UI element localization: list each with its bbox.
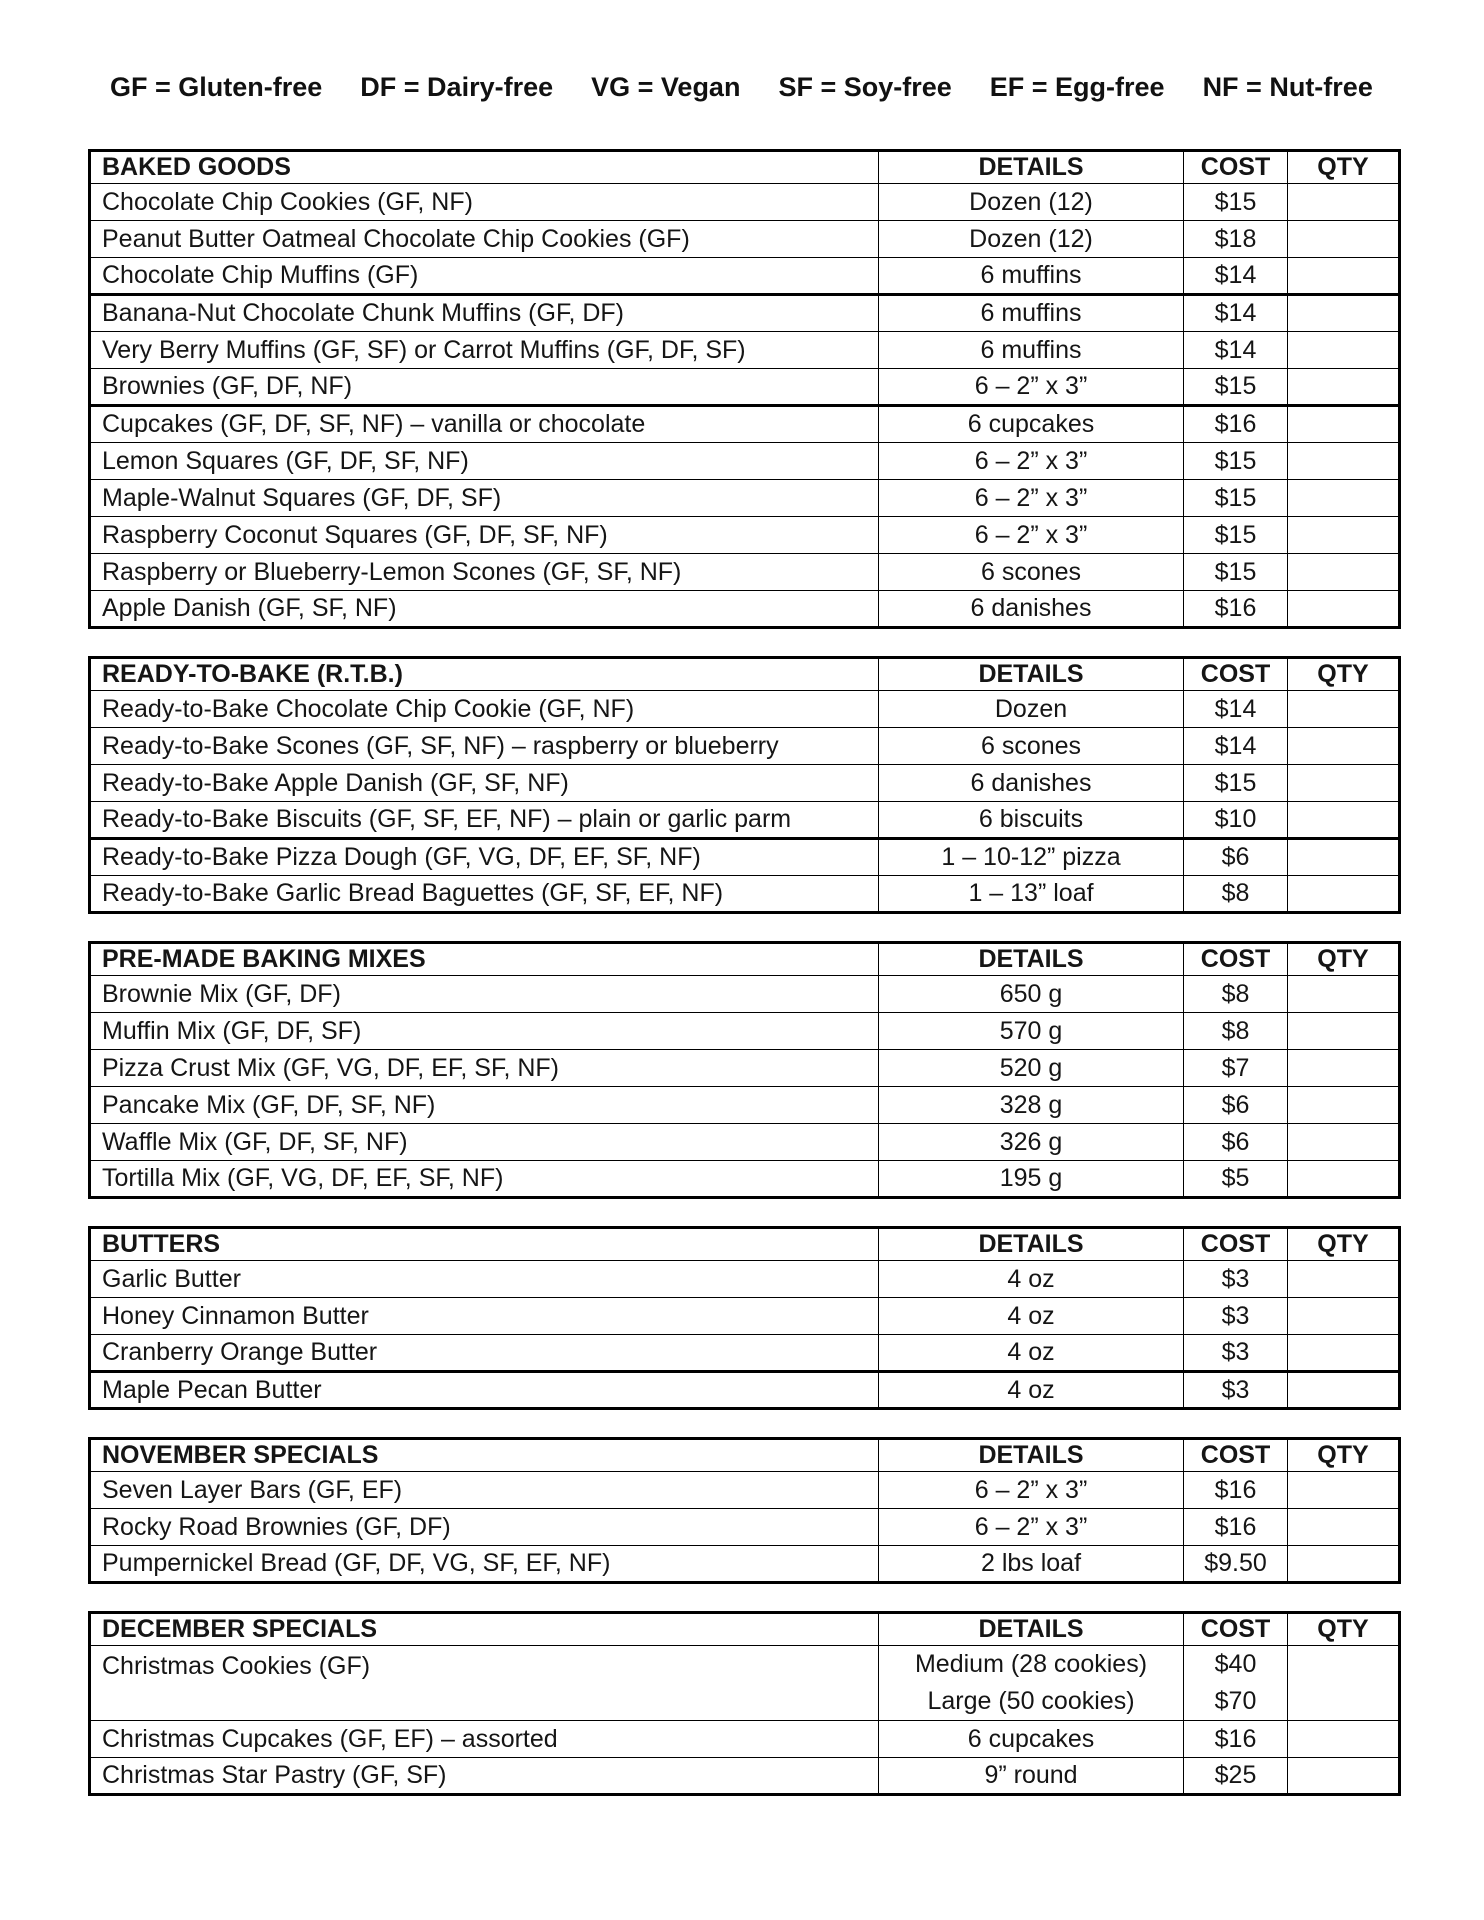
cell-line: Medium (28 cookies): [914, 1650, 1148, 1678]
cost-cell: $6: [1184, 1124, 1288, 1161]
table-header-row: [90, 1228, 1400, 1261]
cost-cell: $7: [1184, 1050, 1288, 1087]
cost-cell: $10: [1184, 802, 1288, 839]
qty-cell: [1288, 480, 1400, 517]
cost-cell: $16: [1184, 1721, 1288, 1758]
menu-table-december-specials: [88, 1611, 1401, 1796]
details-cell: Dozen (12): [879, 184, 1184, 221]
item-name-cell: Christmas Star Pastry (GF, SF): [90, 1758, 879, 1795]
qty-cell: [1288, 1546, 1400, 1583]
cost-cell: $5: [1184, 1161, 1288, 1198]
table-header-row: [90, 658, 1400, 691]
qty-cell: [1288, 1721, 1400, 1758]
qty-cell: [1288, 1013, 1400, 1050]
table-row: [90, 1124, 1400, 1161]
details-column-header: DETAILS: [879, 1439, 1184, 1472]
qty-cell: [1288, 1472, 1400, 1509]
qty-cell: [1288, 1758, 1400, 1795]
cell-line: Large (50 cookies): [927, 1687, 1135, 1715]
section-title: BAKED GOODS: [90, 151, 879, 184]
qty-cell: [1288, 876, 1400, 913]
cost-cell: $9.50: [1184, 1546, 1288, 1583]
cost-column-header: COST: [1184, 1439, 1288, 1472]
cost-cell: $25: [1184, 1758, 1288, 1795]
table-row: [90, 517, 1400, 554]
qty-cell: [1288, 1050, 1400, 1087]
details-cell: 6 – 2” x 3”: [879, 443, 1184, 480]
item-name-cell: Raspberry or Blueberry-Lemon Scones (GF, SF, NF): [90, 554, 879, 591]
qty-column-header: QTY: [1288, 1613, 1400, 1646]
order-form-tables: [0, 149, 1484, 1796]
section-title: BUTTERS: [90, 1228, 879, 1261]
table-row: [90, 728, 1400, 765]
qty-cell: [1288, 976, 1400, 1013]
details-cell: 6 – 2” x 3”: [879, 1509, 1184, 1546]
item-name-cell: Seven Layer Bars (GF, EF): [90, 1472, 879, 1509]
qty-cell: [1288, 1372, 1400, 1409]
table-header-row: [90, 1613, 1400, 1646]
item-name-cell: Lemon Squares (GF, DF, SF, NF): [90, 443, 879, 480]
table-row: [90, 1758, 1400, 1795]
details-cell: 4 oz: [879, 1298, 1184, 1335]
item-name-cell: Tortilla Mix (GF, VG, DF, EF, SF, NF): [90, 1161, 879, 1198]
cost-cell: $16: [1184, 406, 1288, 443]
table-row: [90, 1509, 1400, 1546]
table-row: [90, 1335, 1400, 1372]
cost-cell: $16: [1184, 1472, 1288, 1509]
menu-table-baking-mixes: [88, 941, 1401, 1199]
item-name-cell: Cupcakes (GF, DF, SF, NF) – vanilla or chocolate: [90, 406, 879, 443]
qty-cell: [1288, 517, 1400, 554]
details-cell: 326 g: [879, 1124, 1184, 1161]
cost-cell: $3: [1184, 1372, 1288, 1409]
cost-column-header: COST: [1184, 658, 1288, 691]
table-row: [90, 1013, 1400, 1050]
item-name-cell: Garlic Butter: [90, 1261, 879, 1298]
details-cell: 650 g: [879, 976, 1184, 1013]
cost-cell: $6: [1184, 839, 1288, 876]
item-name-cell: Ready-to-Bake Scones (GF, SF, NF) – raspberry or blueberry: [90, 728, 879, 765]
item-name-cell: Apple Danish (GF, SF, NF): [90, 591, 879, 628]
cost-column-header: COST: [1184, 1613, 1288, 1646]
cost-cell: $14: [1184, 295, 1288, 332]
item-name-cell: Ready-to-Bake Biscuits (GF, SF, EF, NF) – plain or garlic parm: [90, 802, 879, 839]
qty-cell: [1288, 1261, 1400, 1298]
qty-column-header: QTY: [1288, 151, 1400, 184]
details-cell: 4 oz: [879, 1261, 1184, 1298]
qty-cell: [1288, 1124, 1400, 1161]
cost-cell: $6: [1184, 1087, 1288, 1124]
details-cell: 4 oz: [879, 1335, 1184, 1372]
qty-cell: [1288, 591, 1400, 628]
details-cell: 6 biscuits: [879, 802, 1184, 839]
details-cell: 570 g: [879, 1013, 1184, 1050]
item-name-cell: Brownie Mix (GF, DF): [90, 976, 879, 1013]
details-cell: 6 – 2” x 3”: [879, 1472, 1184, 1509]
details-column-header: DETAILS: [879, 151, 1184, 184]
table-header-row: [90, 943, 1400, 976]
cost-cell: $15: [1184, 517, 1288, 554]
details-cell: 328 g: [879, 1087, 1184, 1124]
item-name-cell: Ready-to-Bake Garlic Bread Baguettes (GF, SF, EF, NF): [90, 876, 879, 913]
item-name-cell: Christmas Cookies (GF): [90, 1646, 879, 1721]
details-cell: 6 muffins: [879, 258, 1184, 295]
item-name-cell: Peanut Butter Oatmeal Chocolate Chip Cookies (GF): [90, 221, 879, 258]
item-name-cell: Cranberry Orange Butter: [90, 1335, 879, 1372]
menu-table-butters: [88, 1226, 1401, 1410]
cost-cell: $15: [1184, 443, 1288, 480]
details-cell: 2 lbs loaf: [879, 1546, 1184, 1583]
cost-column-header: COST: [1184, 151, 1288, 184]
qty-cell: [1288, 258, 1400, 295]
details-cell: 6 scones: [879, 728, 1184, 765]
item-name-cell: Chocolate Chip Cookies (GF, NF): [90, 184, 879, 221]
section-title: DECEMBER SPECIALS: [90, 1613, 879, 1646]
cost-cell: $18: [1184, 221, 1288, 258]
item-name-cell: Waffle Mix (GF, DF, SF, NF): [90, 1124, 879, 1161]
qty-cell: [1288, 295, 1400, 332]
table-row: [90, 554, 1400, 591]
details-cell: 6 muffins: [879, 332, 1184, 369]
cost-cell: $15: [1184, 369, 1288, 406]
cost-column-header: COST: [1184, 1228, 1288, 1261]
cost-cell: $8: [1184, 876, 1288, 913]
item-name-cell: Pumpernickel Bread (GF, DF, VG, SF, EF, NF): [90, 1546, 879, 1583]
table-row: [90, 802, 1400, 839]
item-name-cell: Muffin Mix (GF, DF, SF): [90, 1013, 879, 1050]
details-cell: 1 – 13” loaf: [879, 876, 1184, 913]
cost-cell: $14: [1184, 728, 1288, 765]
details-column-header: DETAILS: [879, 943, 1184, 976]
table-row: [90, 480, 1400, 517]
table-row: [90, 1646, 1400, 1721]
item-name-cell: Honey Cinnamon Butter: [90, 1298, 879, 1335]
qty-cell: [1288, 554, 1400, 591]
cost-column-header: COST: [1184, 943, 1288, 976]
legend-item: EF = Egg-free: [989, 72, 1165, 102]
table-row: [90, 1298, 1400, 1335]
table-row: [90, 1087, 1400, 1124]
cost-cell: $8: [1184, 976, 1288, 1013]
legend-item: VG = Vegan: [591, 72, 741, 102]
qty-cell: [1288, 728, 1400, 765]
item-name-cell: Ready-to-Bake Chocolate Chip Cookie (GF, NF): [90, 691, 879, 728]
cost-cell: $3: [1184, 1261, 1288, 1298]
qty-cell: [1288, 1335, 1400, 1372]
table-row: [90, 1472, 1400, 1509]
cost-cell: [1184, 1646, 1288, 1721]
qty-cell: [1288, 839, 1400, 876]
table-row: [90, 221, 1400, 258]
table-header-row: [90, 151, 1400, 184]
details-cell: 6 cupcakes: [879, 406, 1184, 443]
details-cell: 520 g: [879, 1050, 1184, 1087]
legend-item: NF = Nut-free: [1202, 72, 1373, 102]
cost-cell: $16: [1184, 1509, 1288, 1546]
item-name-cell: Maple Pecan Butter: [90, 1372, 879, 1409]
table-row: [90, 1721, 1400, 1758]
item-name-cell: Raspberry Coconut Squares (GF, DF, SF, NF): [90, 517, 879, 554]
cell-line: $70: [1214, 1687, 1257, 1715]
item-name-cell: Pizza Crust Mix (GF, VG, DF, EF, SF, NF): [90, 1050, 879, 1087]
details-cell: Dozen: [879, 691, 1184, 728]
qty-cell: [1288, 406, 1400, 443]
qty-cell: [1288, 184, 1400, 221]
details-cell: 4 oz: [879, 1372, 1184, 1409]
cost-cell: $14: [1184, 258, 1288, 295]
cost-cell: $14: [1184, 691, 1288, 728]
qty-cell: [1288, 1509, 1400, 1546]
table-row: [90, 1546, 1400, 1583]
details-cell: 6 – 2” x 3”: [879, 517, 1184, 554]
table-row: [90, 295, 1400, 332]
section-title: NOVEMBER SPECIALS: [90, 1439, 879, 1472]
qty-cell: [1288, 1161, 1400, 1198]
menu-table-ready-to-bake: [88, 656, 1401, 914]
details-cell: 9” round: [879, 1758, 1184, 1795]
table-row: [90, 765, 1400, 802]
details-cell: 6 danishes: [879, 765, 1184, 802]
qty-column-header: QTY: [1288, 1439, 1400, 1472]
table-header-row: [90, 1439, 1400, 1472]
cost-cell: $8: [1184, 1013, 1288, 1050]
table-row: [90, 369, 1400, 406]
table-row: [90, 1261, 1400, 1298]
qty-cell: [1288, 221, 1400, 258]
table-row: [90, 406, 1400, 443]
item-name-cell: Pancake Mix (GF, DF, SF, NF): [90, 1087, 879, 1124]
details-column-header: DETAILS: [879, 1613, 1184, 1646]
table-row: [90, 876, 1400, 913]
qty-column-header: QTY: [1288, 943, 1400, 976]
table-row: [90, 1372, 1400, 1409]
cost-cell: $3: [1184, 1335, 1288, 1372]
qty-cell: [1288, 1087, 1400, 1124]
details-cell: 6 muffins: [879, 295, 1184, 332]
cell-line: $40: [1214, 1650, 1257, 1678]
details-cell: 6 scones: [879, 554, 1184, 591]
details-column-header: DETAILS: [879, 1228, 1184, 1261]
section-title: PRE-MADE BAKING MIXES: [90, 943, 879, 976]
table-row: [90, 839, 1400, 876]
details-column-header: DETAILS: [879, 658, 1184, 691]
item-name-cell: Maple-Walnut Squares (GF, DF, SF): [90, 480, 879, 517]
details-cell: Dozen (12): [879, 221, 1184, 258]
qty-cell: [1288, 369, 1400, 406]
table-row: [90, 184, 1400, 221]
qty-column-header: QTY: [1288, 658, 1400, 691]
cost-cell: $15: [1184, 480, 1288, 517]
table-row: [90, 1050, 1400, 1087]
legend-item: GF = Gluten-free: [110, 72, 323, 102]
item-name-cell: Banana-Nut Chocolate Chunk Muffins (GF, DF): [90, 295, 879, 332]
section-title: READY-TO-BAKE (R.T.B.): [90, 658, 879, 691]
item-name-cell: Chocolate Chip Muffins (GF): [90, 258, 879, 295]
cost-cell: $15: [1184, 765, 1288, 802]
qty-cell: [1288, 691, 1400, 728]
menu-table-baked-goods: [88, 149, 1401, 629]
details-cell: 1 – 10-12” pizza: [879, 839, 1184, 876]
item-name-cell: Christmas Cupcakes (GF, EF) – assorted: [90, 1721, 879, 1758]
details-cell: 6 cupcakes: [879, 1721, 1184, 1758]
qty-cell: [1288, 802, 1400, 839]
cost-cell: $16: [1184, 591, 1288, 628]
legend-item: DF = Dairy-free: [360, 72, 554, 102]
table-row: [90, 332, 1400, 369]
cost-cell: $15: [1184, 554, 1288, 591]
table-row: [90, 691, 1400, 728]
dietary-legend: [110, 72, 1484, 103]
cost-cell: $15: [1184, 184, 1288, 221]
legend-item: SF = Soy-free: [778, 72, 952, 102]
table-row: [90, 443, 1400, 480]
item-name-cell: Very Berry Muffins (GF, SF) or Carrot Muffins (GF, DF, SF): [90, 332, 879, 369]
qty-cell: [1288, 443, 1400, 480]
details-cell: [879, 1646, 1184, 1721]
qty-cell: [1288, 765, 1400, 802]
item-name-cell: Ready-to-Bake Pizza Dough (GF, VG, DF, EF, SF, NF): [90, 839, 879, 876]
item-name-cell: Ready-to-Bake Apple Danish (GF, SF, NF): [90, 765, 879, 802]
qty-cell: [1288, 1298, 1400, 1335]
table-row: [90, 258, 1400, 295]
item-name-cell: Brownies (GF, DF, NF): [90, 369, 879, 406]
cost-cell: $14: [1184, 332, 1288, 369]
table-row: [90, 976, 1400, 1013]
qty-cell: [1288, 332, 1400, 369]
details-cell: 6 danishes: [879, 591, 1184, 628]
cost-cell: $3: [1184, 1298, 1288, 1335]
menu-table-november-specials: [88, 1437, 1401, 1584]
table-row: [90, 591, 1400, 628]
table-row: [90, 1161, 1400, 1198]
qty-column-header: QTY: [1288, 1228, 1400, 1261]
details-cell: 6 – 2” x 3”: [879, 480, 1184, 517]
qty-cell: [1288, 1646, 1400, 1721]
details-cell: 195 g: [879, 1161, 1184, 1198]
details-cell: 6 – 2” x 3”: [879, 369, 1184, 406]
item-name-cell: Rocky Road Brownies (GF, DF): [90, 1509, 879, 1546]
